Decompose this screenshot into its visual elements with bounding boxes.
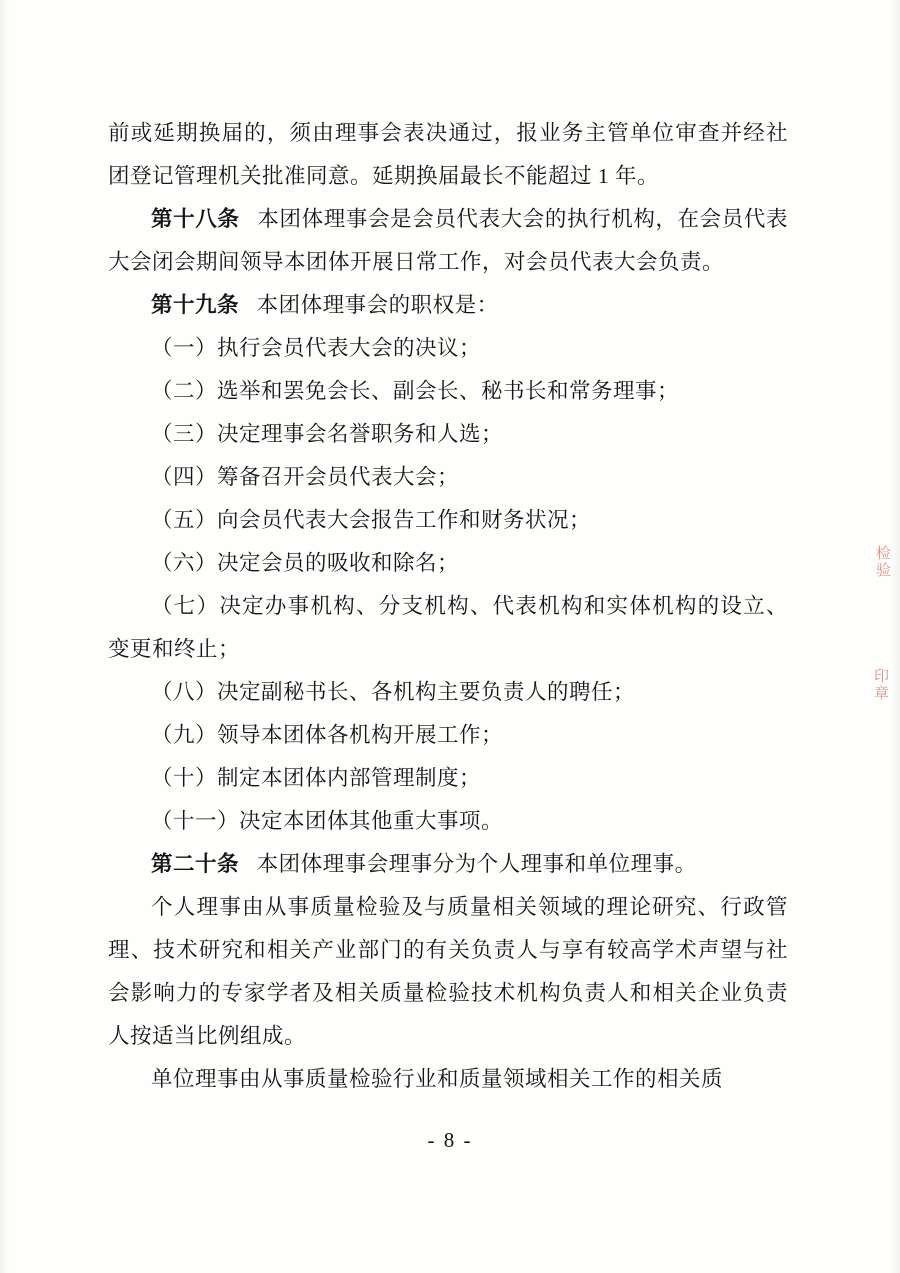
list-item: （六）决定会员的吸收和除名； <box>151 551 460 575</box>
article-18-text: 本团体理事会是会员代表大会的执行机构，在会员代表大会闭会期间领导本团体开展日常工作，对会员代表大会负责。 <box>108 207 788 274</box>
paragraph-unit-directors: 单位理事由从事质量检验行业和质量领域相关工作的相关质 <box>151 1067 724 1091</box>
page-edge-right <box>890 0 900 1273</box>
list-item: （二）选举和罢免会长、副会长、秘书长和常务理事； <box>151 379 680 403</box>
page-edge-left <box>0 0 10 1273</box>
list-item: （九）领导本团体各机构开展工作； <box>151 723 504 747</box>
article-20-label: 第二十条 <box>151 852 240 876</box>
article-20-text: 本团体理事会理事分为个人理事和单位理事。 <box>256 852 697 876</box>
article-19-label: 第十九条 <box>151 293 240 317</box>
article-20-paragraph <box>108 843 788 886</box>
page-content <box>108 112 788 1101</box>
list-item: （一）执行会员代表大会的决议； <box>151 336 482 360</box>
list-item: （十一）决定本团体其他重大事项。 <box>151 809 504 833</box>
page-number: - 8 - <box>427 1128 473 1152</box>
article-18-paragraph <box>108 198 788 284</box>
article-19-paragraph <box>108 284 788 327</box>
list-item: （八）决定副秘书长、各机构主要负责人的聘任； <box>151 680 636 704</box>
margin-seal-mark-top: 检验 <box>874 545 890 579</box>
list-item: （三）决定理事会名誉职务和人选； <box>151 422 504 446</box>
list-item: （四）筹备召开会员代表大会； <box>151 465 460 489</box>
article-19-text: 本团体理事会的职权是： <box>256 293 499 317</box>
list-item: （十）制定本团体内部管理制度； <box>151 766 482 790</box>
article-18-label: 第十八条 <box>151 207 240 231</box>
paragraph-individual-directors: 个人理事由从事质量检验及与质量相关领域的理论研究、行政管理、技术研究和相关产业部门的有关负责人与享有较高学术声望与社会影响力的专家学者及相关质量检验技术机构负责人和相关企业负责人按适当比例组成。 <box>108 895 788 1048</box>
margin-seal-mark-bottom: 印章 <box>872 668 888 702</box>
paragraph-continued: 前或延期换届的，须由理事会表决通过，报业务主管单位审查并经社团登记管理机关批准同意。延期换届最长不能超过 1 年。 <box>108 121 788 188</box>
list-item: （五）向会员代表大会报告工作和财务状况； <box>151 508 592 532</box>
list-item: （七）决定办事机构、分支机构、代表机构和实体机构的设立、变更和终止； <box>108 594 788 661</box>
